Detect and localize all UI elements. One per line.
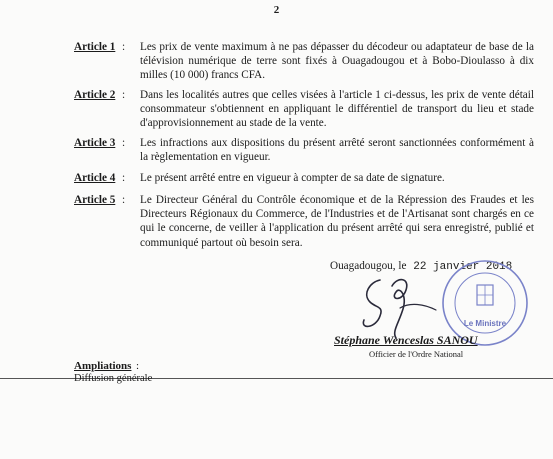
article-label: Article 1 xyxy=(74,41,116,53)
article-colon: : xyxy=(122,172,126,184)
article-5 xyxy=(74,193,534,250)
article-colon: : xyxy=(122,41,126,53)
article-label: Article 5 xyxy=(74,194,116,206)
ampliations-label: Ampliations xyxy=(74,360,132,372)
article-1 xyxy=(74,40,534,83)
article-colon: : xyxy=(122,89,126,101)
article-label: Article 2 xyxy=(74,89,116,101)
signature-place: Ouagadougou, le xyxy=(330,260,407,272)
article-colon: : xyxy=(122,137,126,149)
signer-title: Officier de l'Ordre National xyxy=(369,349,464,359)
article-3 xyxy=(74,136,534,164)
article-text: Le présent arrêté entre en vigueur à compter de sa date de signature. xyxy=(140,172,445,184)
article-label: Article 4 xyxy=(74,172,116,184)
article-2 xyxy=(74,88,534,131)
article-colon: : xyxy=(122,194,126,206)
article-text: Le Directeur Général du Contrôle économique et de la Répression des Fraudes et les Directeurs Régionaux du Commerce, de l'Industries et de l'Artisanat sont chargés en ce qui le concerne, de veiller à l'application du présent arrêté qui sera enregistré, publié et communiqué partout où besoin sera. xyxy=(140,194,534,249)
stamp-text: Le Ministre xyxy=(463,319,507,328)
ampliations-item: Diffusion générale xyxy=(74,373,153,384)
page-number: 2 xyxy=(273,4,280,16)
signature-date: 22 janvier 2018 xyxy=(413,261,513,273)
article-text: Les infractions aux dispositions du présent arrêté seront sanctionnées conformément à la règlementation en vigueur. xyxy=(140,137,534,164)
article-text: Dans les localités autres que celles visées à l'article 1 ci-dessus, les prix de vente détail consommateur s'obtiennent en appliquant le différentiel de transport du lieu et stade d'approvisionnement au stade de la vente. xyxy=(140,89,534,130)
article-text: Les prix de vente maximum à ne pas dépasser du décodeur ou adaptateur de base de la télévision numérique de terre sont fixés à Ouagadougou et à Bobo-Dioulasso à dix milles (10 000) francs CFA. xyxy=(140,41,534,82)
ampliations-colon: : xyxy=(136,360,140,372)
article-label: Article 3 xyxy=(74,137,116,149)
article-4 xyxy=(74,171,534,185)
handwritten-signature xyxy=(340,272,450,342)
signer-name: Stéphane Wenceslas SANOU xyxy=(334,333,478,347)
